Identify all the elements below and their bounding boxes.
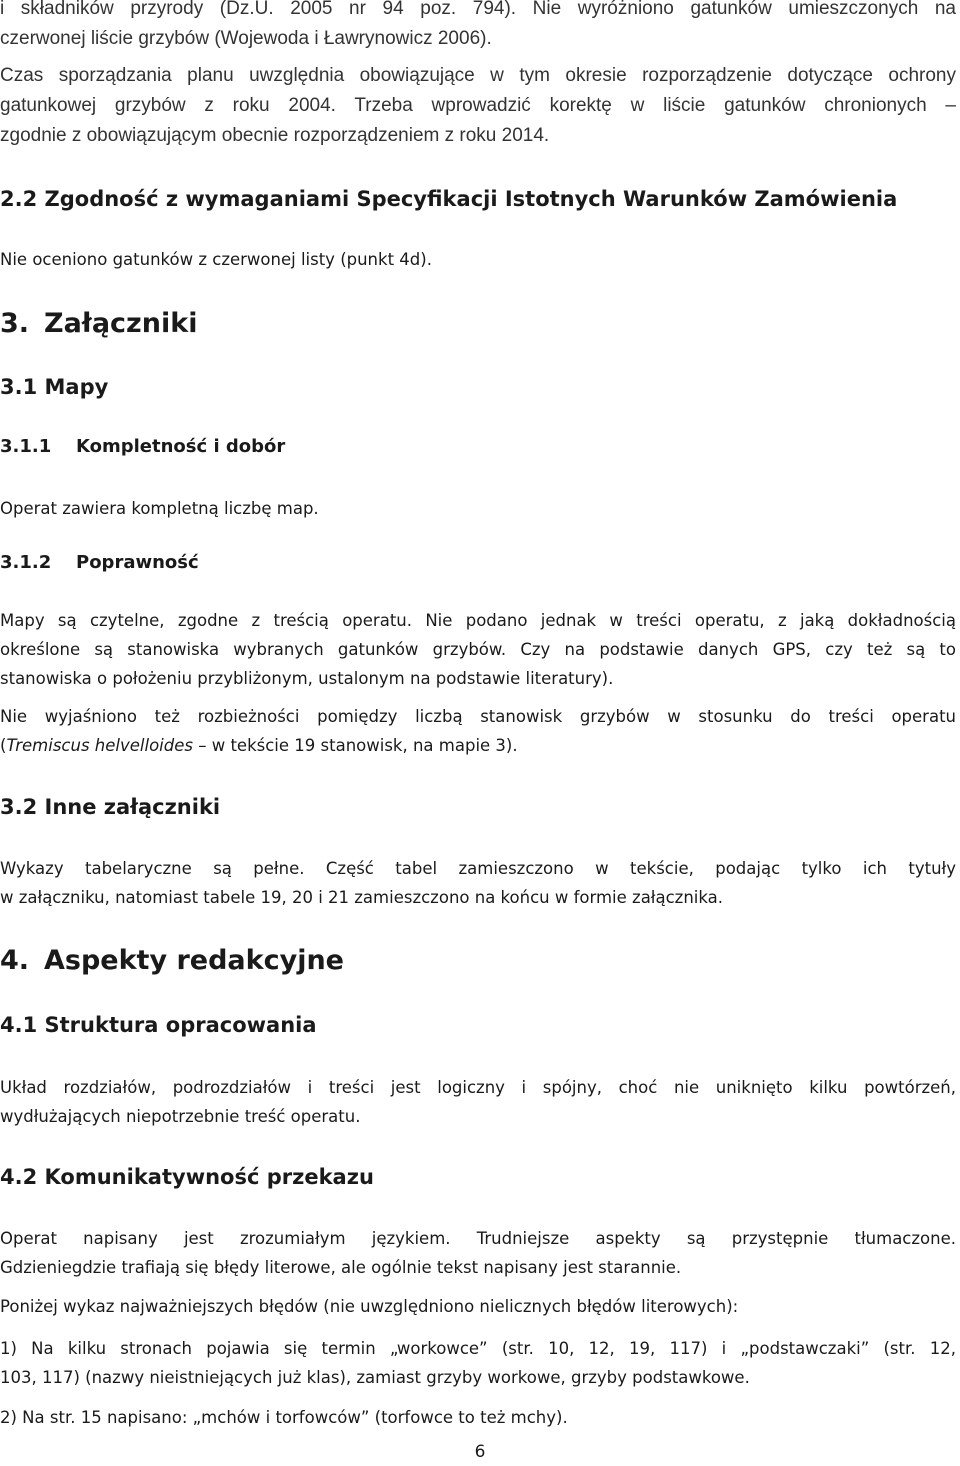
text-line: Nie oceniono gatunków z czerwonej listy (punkt 4d).	[0, 250, 432, 269]
text-line: 1) Na kilku stronach pojawia się termin „workowce” (str. 10, 12, 19, 117) i „podstawczaki” (str. 12,	[0, 1339, 956, 1358]
text-line: Nie wyjaśniono też rozbieżności pomiędzy liczbą stanowisk grzybów w stosunku do treści operatu	[0, 707, 956, 726]
text-line	[0, 731, 956, 760]
text-line: Czas sporządzania planu uwzględnia obowiązujące w tym okresie rozporządzenie dotyczące ochrony	[0, 65, 956, 86]
text-line: Operat zawiera kompletną liczbę map.	[0, 499, 319, 518]
text-line: czerwonej liście grzybów (Wojewoda i Ławrynowicz 2006).	[0, 28, 492, 49]
section-3-1-2-heading	[0, 549, 956, 577]
text-line: gatunkowej grzybów z roku 2004. Trzeba wprowadzić korektę w liście gatunków chronionych –	[0, 95, 956, 116]
section-4-2-paragraph	[0, 1224, 956, 1282]
section-number: 3.1.1	[0, 436, 52, 457]
section-4-heading	[0, 944, 956, 978]
section-title: Kompletność i dobór	[76, 436, 286, 457]
text-line: Gdzieniegdzie trafiają się błędy literowe, ale ogólnie tekst napisany jest starannie.	[0, 1258, 682, 1277]
section-3-1-1-text	[0, 494, 956, 523]
text-line: Wykazy tabelaryczne są pełne. Część tabel zamieszczono w tekście, podając tylko ich tytuły	[0, 859, 956, 878]
text-line: wydłużających niepotrzebnie treść operatu.	[0, 1107, 361, 1126]
section-3-heading	[0, 307, 956, 341]
section-title: Załączniki	[44, 308, 198, 339]
errors-intro	[0, 1292, 956, 1321]
section-title: Poprawność	[76, 552, 199, 573]
page-number: 6	[474, 1442, 486, 1462]
text-line: 103, 117) (nazwy nieistniejących już klas), zamiast grzyby workowe, grzyby podstawkowe.	[0, 1368, 750, 1387]
section-number: 3.	[0, 308, 30, 339]
discrepancy-paragraph	[0, 702, 956, 760]
species-name: Tremiscus helvelloides	[6, 736, 193, 755]
section-number: 3.1.2	[0, 552, 52, 573]
text-line: Mapy są czytelne, zgodne z treścią operatu. Nie podano jednak w treści operatu, z jaką dokładnością	[0, 611, 956, 630]
error-item-2	[0, 1403, 956, 1432]
section-2-2-text	[0, 245, 956, 274]
text-line: Operat napisany jest zrozumiałym językiem. Trudniejsze aspekty są przystępnie tłumaczone.	[0, 1229, 956, 1248]
text-line: Poniżej wykaz najważniejszych błędów (nie uwzględniono nielicznych błędów literowych):	[0, 1297, 739, 1316]
section-2-2-heading: 2.2 Zgodność z wymaganiami Specyfikacji Istotnych Warunków Zamówienia	[0, 187, 898, 211]
section-3-2-paragraph	[0, 854, 956, 912]
intro-paragraph	[0, 0, 956, 54]
text-fragment: (	[0, 736, 7, 755]
text-line: w załączniku, natomiast tabele 19, 20 i 21 zamieszczono na końcu w formie załącznika.	[0, 888, 724, 907]
correction-paragraph	[0, 61, 956, 151]
text-line: Układ rozdziałów, podrozdziałów i treści jest logiczny i spójny, choć nie uniknięto kilku powtórzeń,	[0, 1078, 956, 1097]
text-line: stanowiska o położeniu przybliżonym, ustalonym na podstawie literatury).	[0, 669, 614, 688]
error-item-1	[0, 1334, 956, 1392]
section-4-1-paragraph	[0, 1073, 956, 1131]
section-number: 4.	[0, 945, 30, 976]
text-line: określone są stanowiska wybranych gatunków grzybów. Czy na podstawie danych GPS, czy też są to	[0, 640, 956, 659]
section-4-1-heading: 4.1 Struktura opracowania	[0, 1013, 317, 1037]
section-3-2-heading: 3.2 Inne załączniki	[0, 795, 221, 819]
maps-correctness-paragraph	[0, 606, 956, 693]
text-line: i składników przyrody (Dz.U. 2005 nr 94 poz. 794). Nie wyróżniono gatunków umieszczonych na	[0, 0, 956, 19]
text-fragment: – w tekście 19 stanowisk, na mapie 3).	[192, 736, 518, 755]
section-title: Aspekty redakcyjne	[44, 945, 344, 976]
section-3-1-heading: 3.1 Mapy	[0, 375, 109, 399]
section-4-2-heading: 4.2 Komunikatywność przekazu	[0, 1165, 374, 1189]
section-3-1-1-heading	[0, 433, 956, 461]
text-line: 2) Na str. 15 napisano: „mchów i torfowców” (torfowce to też mchy).	[0, 1408, 568, 1427]
text-line: zgodnie z obowiązującym obecnie rozporządzeniem z roku 2014.	[0, 125, 550, 146]
